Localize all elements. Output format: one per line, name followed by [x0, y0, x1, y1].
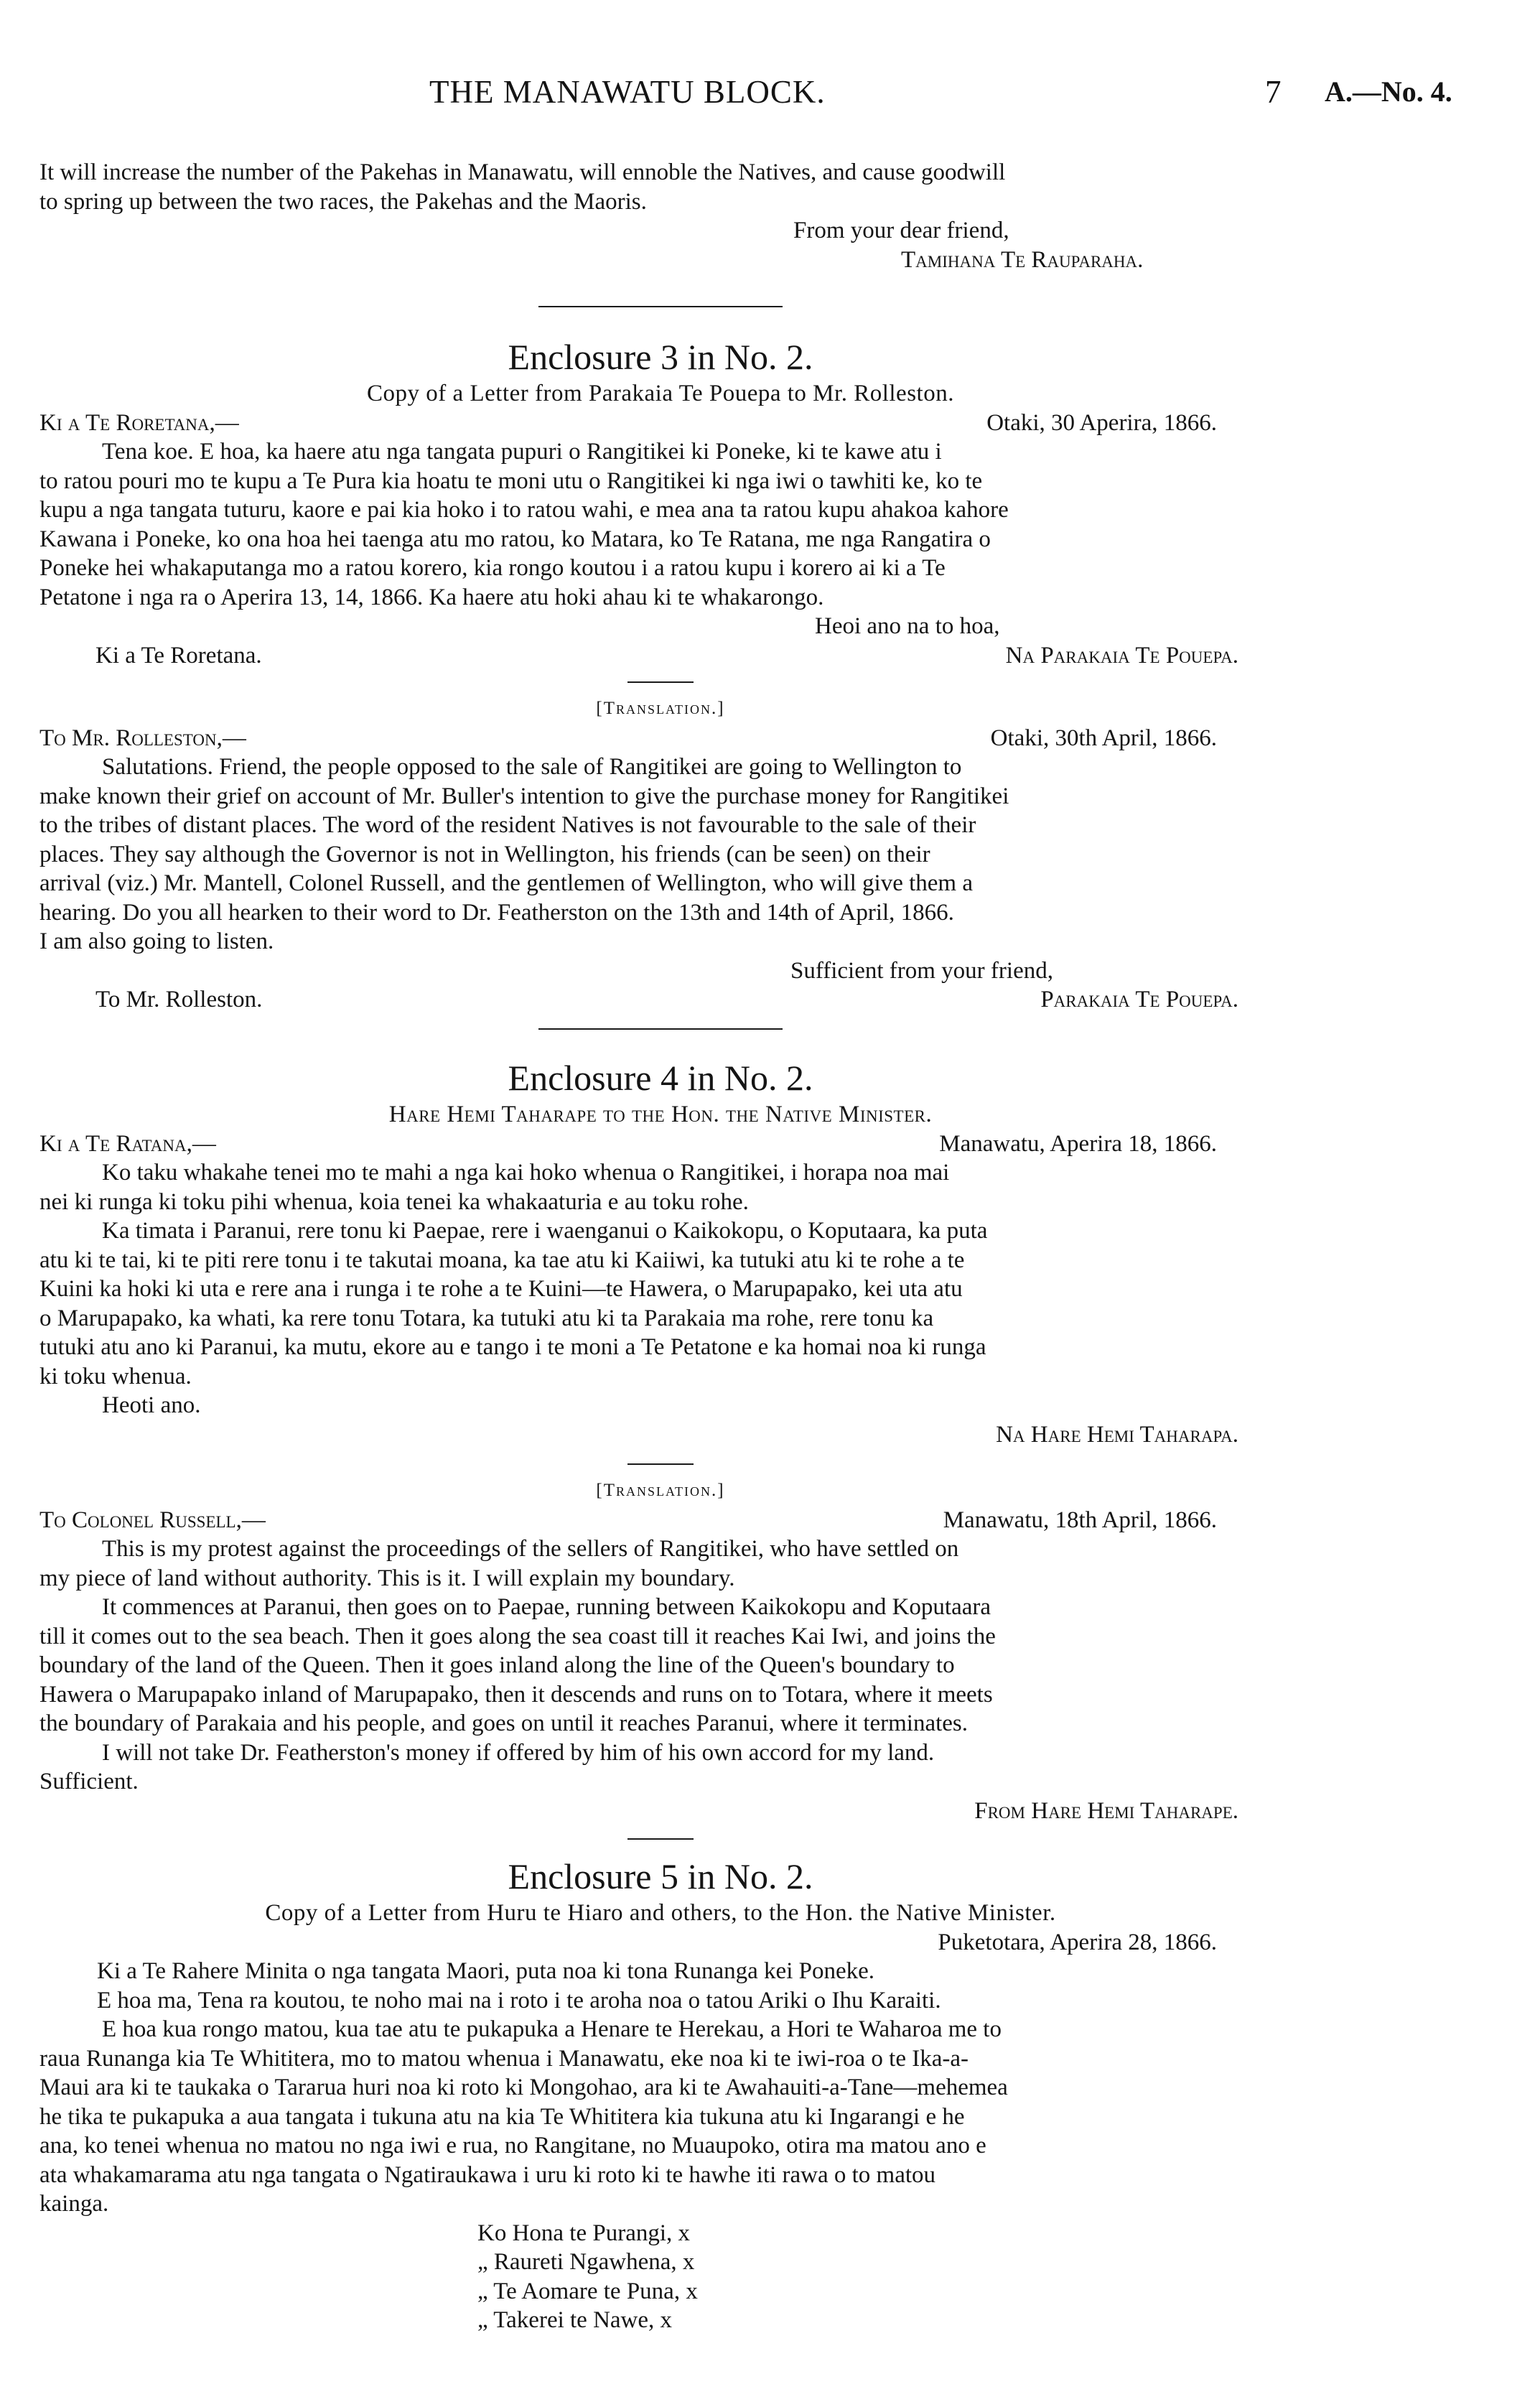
body-line: my piece of land without authority. This is it. I will explain my boundary. — [39, 1565, 735, 1591]
addressee: To Colonel Russell,— — [39, 1507, 266, 1533]
enclosure-heading: Enclosure 5 in No. 2. — [508, 1856, 813, 1896]
body-line: the boundary of Parakaia and his people, and goes on until it reaches Paranui, where it terminates. — [39, 1710, 969, 1736]
signatory: Ko Hona te Purangi, x — [477, 2220, 691, 2246]
body-line: Ko taku whakahe tenei mo te mahi a nga kai hoko whenua o Rangitikei, i horapa noa mai — [102, 1160, 950, 1186]
signature: Na Parakaia Te Pouepa. — [1005, 642, 1238, 669]
body-line: Kawana i Poneke, ko ona hoa hei taenga atu mo ratou, ko Matara, ko Te Ratana, me nga Rangatira o — [39, 526, 991, 552]
addressee: Ki a Te Ratana,— — [39, 1130, 216, 1157]
signature-row — [39, 985, 1282, 1015]
enclosure-heading: Enclosure 4 in No. 2. — [508, 1058, 813, 1098]
body-line: places. They say although the Governor is not in Wellington, his friends (can be seen) on their — [39, 841, 930, 867]
body-line: ana, ko tenei whenua no matou no nga iwi e rua, no Rangitane, no Muaupoko, otira ma matou ano e — [39, 2133, 986, 2159]
enclosure-4 — [39, 1056, 1282, 1825]
signatory: „ Te Aomare te Puna, x — [477, 2278, 698, 2304]
body-line: Tena koe. E hoa, ka haere atu nga tangata pupuri o Rangitikei ki Poneke, ki te kawe atu i — [102, 439, 942, 465]
body-line: kupu a nga tangata tuturu, kaore e pai kia hoko i to ratou wahi, e mea ana ta ratou kupu ahakoa kahore — [39, 497, 1009, 523]
running-header — [0, 74, 1540, 121]
body-line: Kuini ka hoki ki uta e rere ana i runga i te rohe a te Kuini—te Hawera, o Marupapako, kei uta atu — [39, 1276, 963, 1302]
body-line: arrival (viz.) Mr. Mantell, Colonel Russell, and the gentlemen of Wellington, who will give them a — [39, 870, 973, 896]
paper-reference: A.—No. 4. — [1325, 75, 1452, 108]
body-line: he tika te pukapuka a aua tangata i tukuna atu na kia Te Whititera kia tukuna atu ki Ingarangi e he — [39, 2103, 965, 2130]
salutation-row — [39, 1130, 1282, 1159]
signature: Na Hare Hemi Taharapa. — [996, 1421, 1238, 1448]
closing: Heoi ano na to hoa, — [815, 613, 1000, 639]
enclosure-subheading: Copy of a Letter from Huru te Hiaro and others, to the Hon. the Native Minister. — [265, 1900, 1056, 1926]
enclosure-3 — [39, 335, 1282, 1015]
body-line: ki toku whenua. — [39, 1363, 192, 1389]
enclosure-heading: Enclosure 3 in No. 2. — [508, 337, 813, 377]
translation-label: [Translation.] — [596, 699, 725, 718]
body-line: I will not take Dr. Featherston's money if offered by him of his own accord for my land. — [102, 1739, 935, 1766]
body-line: This is my protest against the proceedings of the sellers of Rangitikei, who have settled on — [102, 1536, 959, 1562]
place-date: Manawatu, 18th April, 1866. — [943, 1507, 1217, 1533]
body-line: to spring up between the two races, the Pakehas and the Maoris. — [39, 188, 647, 215]
body-line: Maui ara ki te taukaka o Tararua huri noa ki roto ki Mongohao, ara ki te Awahauiti-a-Tane—mehemea — [39, 2075, 1008, 2100]
body-line: kainga. — [39, 2191, 109, 2217]
translation-label: [Translation.] — [596, 1481, 725, 1500]
body-line: raua Runanga kia Te Whititera, mo to matou whenua i Manawatu, eke noa ki te iwi-roa o te Ika-a- — [39, 2045, 969, 2072]
signatory: „ Raureti Ngawhena, x — [477, 2249, 695, 2275]
salutation-row — [39, 409, 1282, 438]
body-line: tutuki atu ano ki Paranui, ka mutu, ekore au e tango i te moni a Te Petatone e ka homai noa ki runga — [39, 1334, 986, 1360]
body-line: Ki a Te Rahere Minita o nga tangata Maori, puta noa ki tona Runanga kei Poneke. — [97, 1958, 875, 1984]
body-line: till it comes out to the sea beach. Then it goes along the sea coast till it reaches Kai Iwi, and joins the — [39, 1623, 996, 1649]
body-line: Heoti ano. — [102, 1392, 201, 1418]
page-number: 7 — [1265, 74, 1282, 110]
signatory: „ Takerei te Nawe, x — [477, 2307, 673, 2333]
body-line: Sufficient. — [39, 1769, 139, 1794]
salutation-row — [39, 724, 1282, 753]
signature: Tamihana Te Rauparaha. — [901, 246, 1144, 273]
body-line: make known their grief on account of Mr. Buller's intention to give the purchase money for Rangitikei — [39, 783, 1009, 809]
signature: Parakaia Te Pouepa. — [1040, 987, 1238, 1012]
signature: From Hare Hemi Taharape. — [974, 1797, 1238, 1824]
place-date: Otaki, 30 Aperira, 1866. — [986, 409, 1217, 436]
letter-continuation — [39, 158, 1282, 274]
signature-row — [39, 641, 1282, 671]
body-line: atu ki te tai, ki te piti rere tonu i te takutai moana, ka tae atu ki Kaiiwi, ka tutuki atu ki te rohe a te — [39, 1247, 965, 1273]
divider — [538, 1028, 783, 1030]
closing: Sufficient from your friend, — [790, 957, 1053, 984]
body-line: Poneke hei whakaputanga mo a ratou korero, kia rongo koutou i a ratou kupu i korero ai ki a Te — [39, 555, 946, 581]
salutation-row — [39, 1506, 1282, 1535]
addressee: To Mr. Rolleston,— — [39, 725, 246, 751]
closing: From your dear friend, — [793, 218, 1009, 243]
body-line: o Marupapako, ka whati, ka rere tonu Totara, ka tutuki atu ki ta Parakaia ma rohe, rere tonu ka — [39, 1305, 934, 1331]
body-line: boundary of the land of the Queen. Then it goes inland along the line of the Queen's boundary to — [39, 1652, 955, 1678]
recipient: To Mr. Rolleston. — [95, 987, 263, 1012]
body-line: to ratou pouri mo te kupu a Te Pura kia hoatu te moni utu o Rangitikei ki nga iwi o tawhiti ke, ko te — [39, 467, 983, 494]
enclosure-subheading: Hare Hemi Taharape to the Hon. the Native Minister. — [388, 1102, 933, 1127]
body-line: It will increase the number of the Pakehas in Manawatu, will ennoble the Natives, and cause goodwill — [39, 159, 1006, 185]
body-line: hearing. Do you all hearken to their word to Dr. Featherston on the 13th and 14th of April, 1866. — [39, 899, 954, 926]
body-line: to the tribes of distant places. The word of the resident Natives is not favourable to the sale of their — [39, 812, 976, 838]
body-line: E hoa kua rongo matou, kua tae atu te pukapuka a Henare te Herekau, a Hori te Waharoa me to — [102, 2016, 1002, 2042]
body-line: Hawera o Marupapako inland of Marupapako, then it descends and runs on to Totara, where it meets — [39, 1681, 993, 1708]
signatories — [39, 2219, 1282, 2335]
body-line: E hoa ma, Tena ra koutou, te noho mai na i roto i te aroha noa o tatou Ariki o Ihu Karaiti. — [97, 1987, 941, 2013]
enclosure-5 — [39, 1854, 1282, 2335]
body-line: Petatone i nga ra o Aperira 13, 14, 1866. Ka haere atu hoki ahau ki te whakarongo. — [39, 584, 824, 610]
body-line: I am also going to listen. — [39, 928, 274, 954]
body-line: ata whakamarama atu nga tangata o Ngatiraukawa i uru ki roto ki te hawhe iti rawa o to matou — [39, 2161, 936, 2188]
body-line: nei ki runga ki toku pihi whenua, koia tenei ka whakaaturia e au toku rohe. — [39, 1188, 749, 1215]
place-date: Puketotara, Aperira 28, 1866. — [938, 1929, 1217, 1955]
addressee: Ki a Te Roretana,— — [39, 409, 239, 436]
place-date: Manawatu, Aperira 18, 1866. — [939, 1130, 1217, 1157]
body-line: It commences at Paranui, then goes on to Paepae, running between Kaikokopu and Koputaara — [102, 1594, 991, 1620]
body-line: Ka timata i Paranui, rere tonu ki Paepae, rere i waenganui o Kaikokopu, o Koputaara, ka puta — [102, 1218, 988, 1244]
short-divider — [627, 1838, 694, 1840]
recipient: Ki a Te Roretana. — [95, 642, 262, 669]
body-line: Salutations. Friend, the people opposed to the sale of Rangitikei are going to Wellington to — [102, 754, 962, 780]
divider — [538, 306, 783, 307]
place-date: Otaki, 30th April, 1866. — [990, 725, 1217, 751]
page-title: THE MANAWATU BLOCK. — [429, 74, 826, 110]
enclosure-subheading: Copy of a Letter from Parakaia Te Pouepa to Mr. Rolleston. — [367, 381, 954, 406]
